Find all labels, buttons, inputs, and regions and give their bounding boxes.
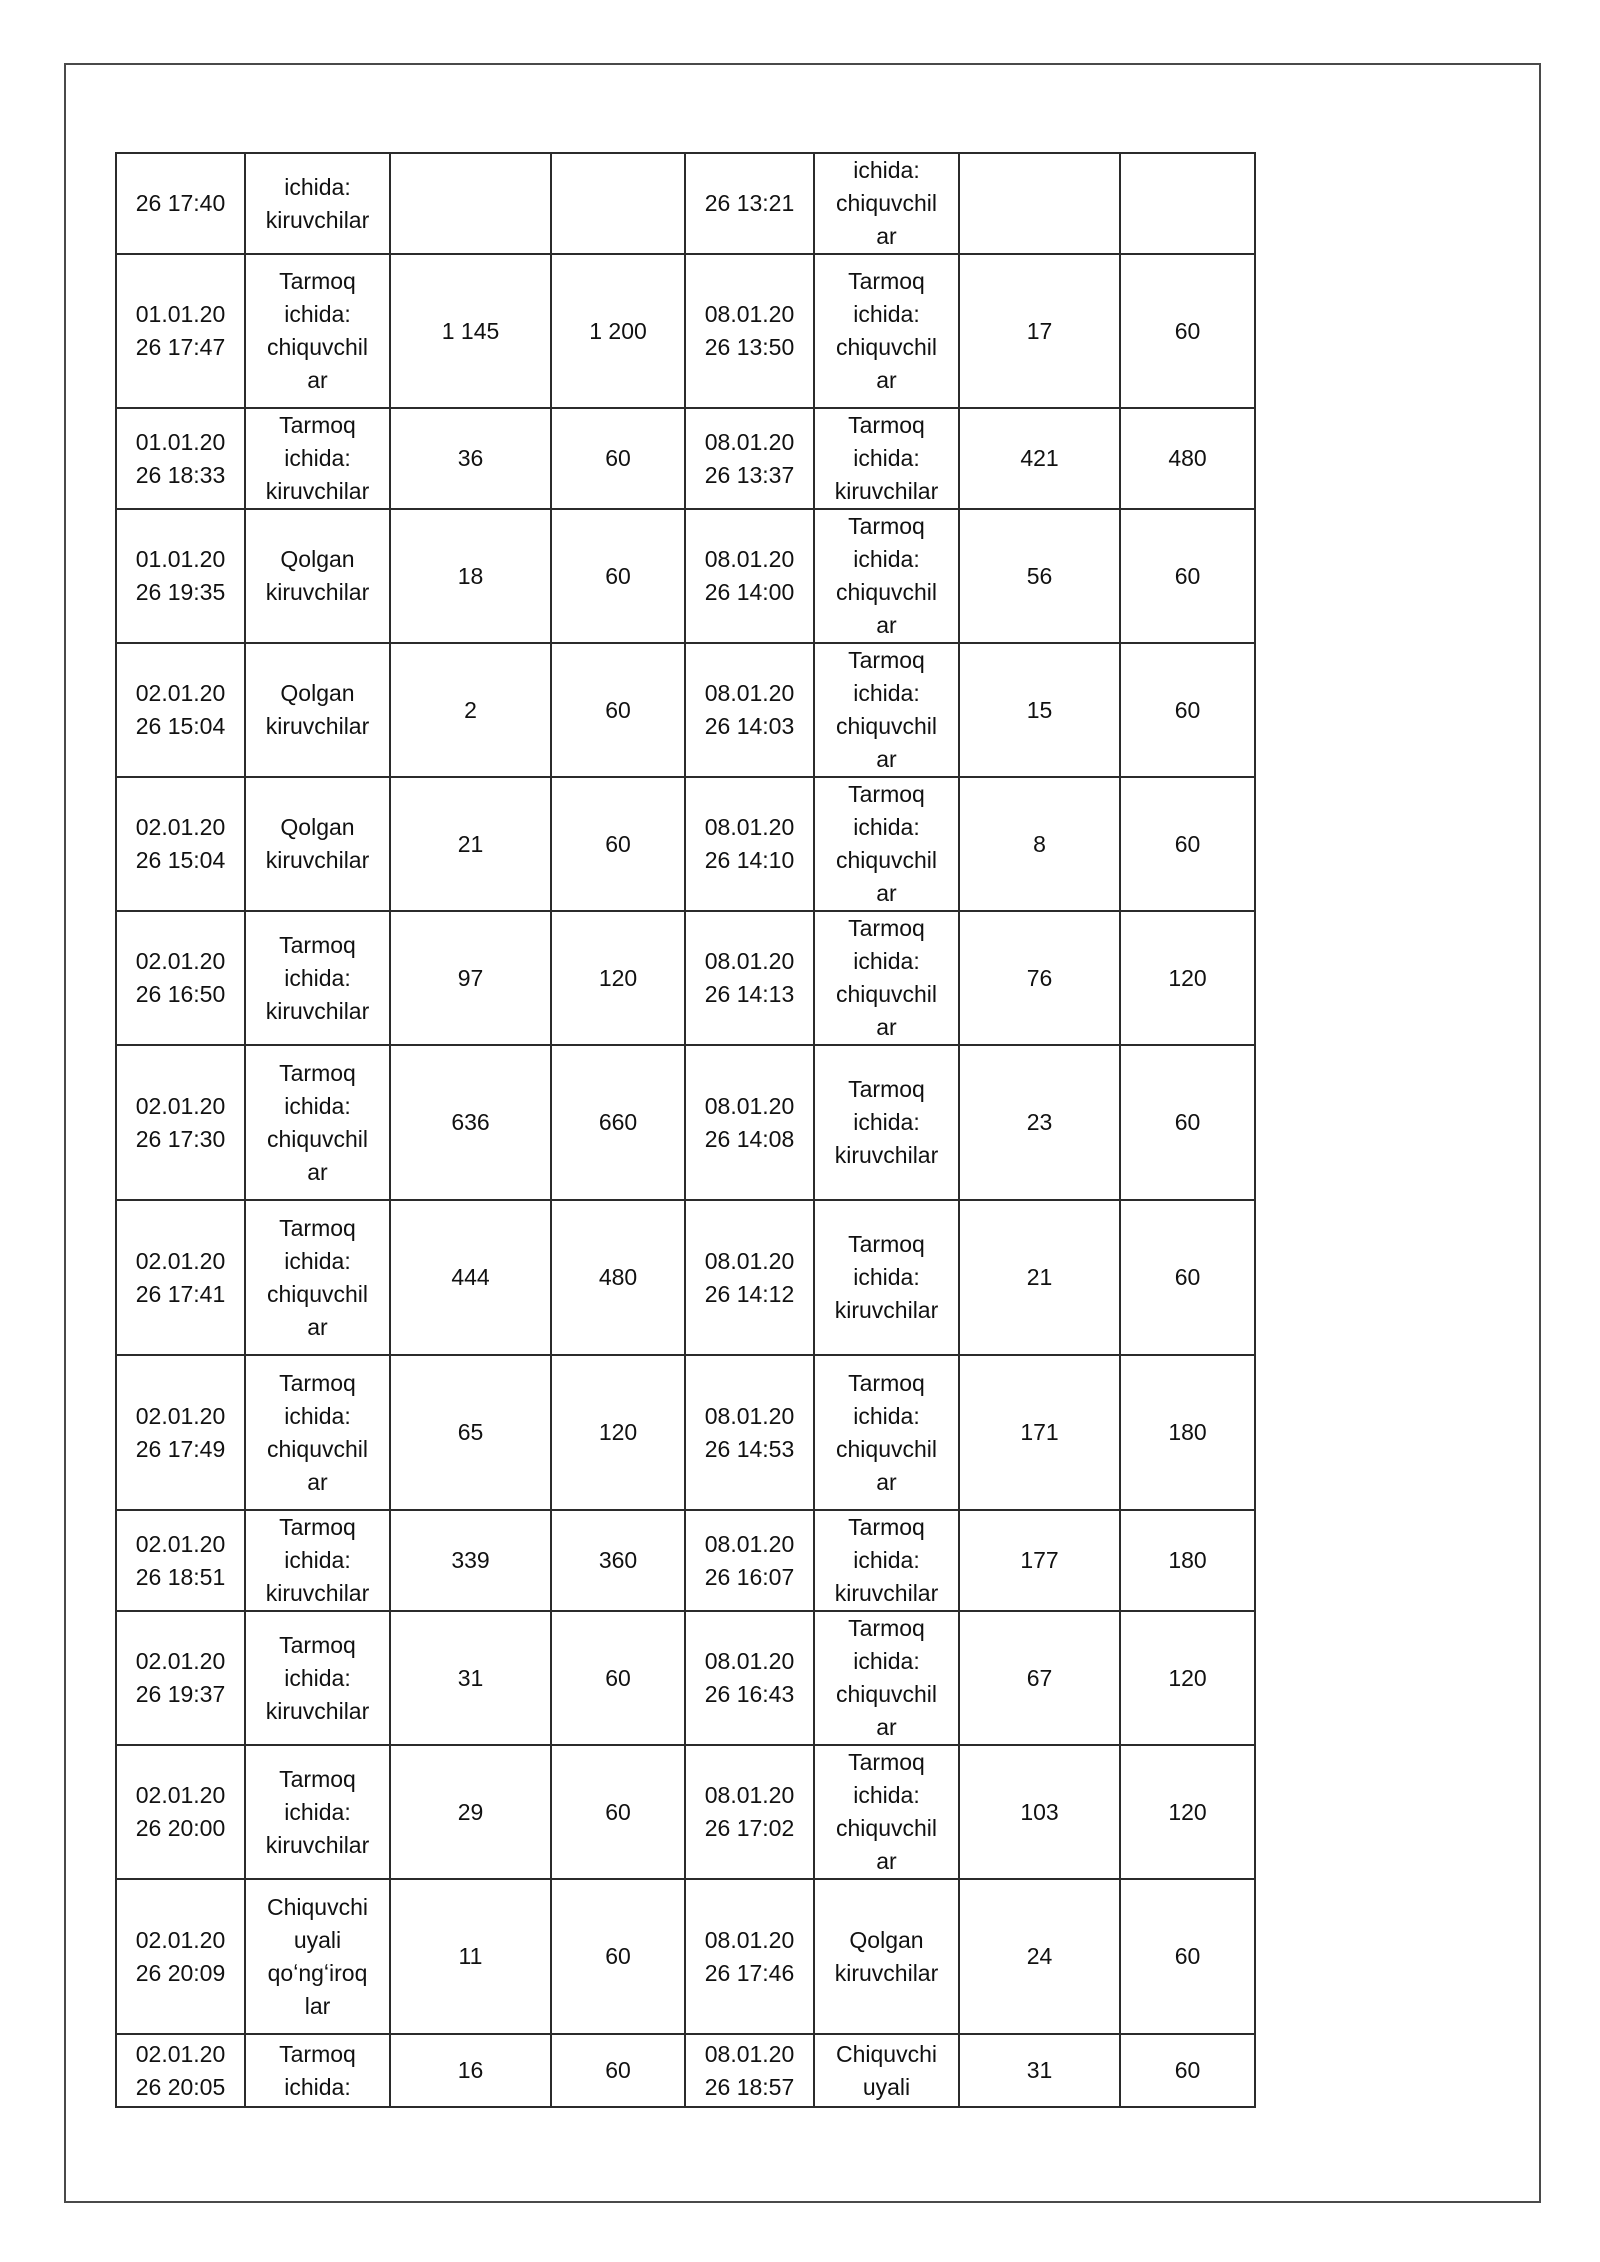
cell-text-line: kiruvchilar [265,478,370,504]
cell-text-line: 01.01.20 [135,546,226,572]
cell-text-line: kiruvchilar [265,847,370,873]
cell-text-line: Tarmoq [848,1076,925,1102]
table-row [116,408,1255,509]
limit-cell: 60 [551,1611,685,1745]
cell-text-line: ichida: [284,445,351,471]
limit-cell: 120 [551,911,685,1045]
cell-text-line: ichida: [853,680,920,706]
date-cell [685,1200,814,1355]
date-cell [685,1045,814,1200]
type-cell [245,1745,390,1879]
used-cell: 421 [959,408,1120,509]
cell-text-line: 26 20:00 [135,1815,226,1841]
cell-text-line: chiquvchil [836,579,937,605]
date-cell [116,911,245,1045]
cell-text-line: Tarmoq [279,1214,356,1241]
cell-text-line: 02.01.20 [135,2040,226,2067]
cell-text-line: 01.01.20 [135,301,226,327]
type-cell [245,1611,390,1745]
cell-text-line: 26 13:21 [704,190,795,216]
cell-text-line: 26 17:49 [135,1435,226,1462]
cell-text-line: 26 20:05 [135,2073,226,2100]
type-cell [245,1355,390,1510]
cell-text-line: ichida: [853,445,920,471]
cell-text-line: 26 18:51 [135,1563,226,1590]
cell-text-line: 08.01.20 [704,301,795,327]
used-cell: 17 [959,254,1120,408]
limit-cell: 120 [1120,911,1255,1045]
limit-cell: 60 [1120,643,1255,777]
type-cell [814,509,959,643]
cell-text-line: 26 14:08 [704,1125,795,1152]
used-cell: 636 [390,1045,551,1200]
type-cell [245,254,390,408]
type-cell [245,408,390,509]
limit-cell: 1 200 [551,254,685,408]
type-cell [814,1510,959,1611]
cell-text-line: 26 16:50 [135,981,226,1007]
date-cell [685,1611,814,1745]
cell-text-line: ar [876,1014,897,1040]
cell-text-line: ichida: [853,948,920,974]
date-cell [685,254,814,408]
limit-cell: 120 [551,1355,685,1510]
date-cell [685,1510,814,1611]
limit-cell: 60 [551,408,685,509]
cell-text-line: 26 14:00 [704,579,795,605]
limit-cell: 60 [551,1879,685,2034]
cell-text-line: 26 14:12 [704,1280,795,1307]
cell-text-line: ichida: [853,814,920,840]
cell-text-line: ar [307,1468,328,1495]
limit-cell: 60 [1120,1200,1255,1355]
table-row [116,1745,1255,1879]
cell-text-line: ar [876,746,897,772]
cell-text-line: ichida: [853,1402,920,1429]
cell-text-line: Tarmoq [279,1514,356,1540]
date-cell [685,1355,814,1510]
cell-text-line: chiquvchil [836,713,937,739]
cell-text-line: 26 15:04 [135,847,226,873]
cell-text-line: ar [876,223,897,249]
cell-text-line: chiquvchil [836,1815,937,1841]
limit-cell: 60 [1120,1045,1255,1200]
cell-text-line: 26 16:43 [704,1681,795,1707]
cell-text-line: 26 14:53 [704,1435,795,1462]
used-cell: 76 [959,911,1120,1045]
type-cell [814,1879,959,2034]
date-cell [685,643,814,777]
cell-text-line: 26 14:10 [704,847,795,873]
date-cell [685,2034,814,2107]
cell-text-line: 08.01.20 [704,1247,795,1274]
type-cell [245,1879,390,2034]
cell-text-line: Tarmoq [279,412,356,438]
cell-text-line: Tarmoq [848,1369,925,1396]
cell-text-line: 08.01.20 [704,680,795,706]
used-cell: 67 [959,1611,1120,1745]
date-cell [685,153,814,254]
cell-text-line: ichida: [853,157,920,183]
cell-text-line: kiruvchilar [265,1831,370,1858]
limit-cell: 660 [551,1045,685,1200]
cell-text-line: kiruvchilar [265,997,370,1024]
cell-text-line: uyali [862,2073,911,2100]
cell-text-line: Tarmoq [279,1059,356,1086]
cell-text-line: Tarmoq [279,1631,356,1658]
type-cell [245,911,390,1045]
cell-text-line: kiruvchilar [265,1697,370,1724]
cell-text-line: Chiquvchi [836,2040,937,2067]
limit-cell: 60 [1120,1879,1255,2034]
type-cell [245,1510,390,1611]
used-cell: 16 [390,2034,551,2107]
date-cell [116,1745,245,1879]
limit-cell: 60 [1120,777,1255,911]
type-cell [245,153,390,254]
limit-cell: 480 [1120,408,1255,509]
cell-text-line: ar [876,612,897,638]
cell-text-line: kiruvchilar [834,1959,939,1986]
cell-text-line: 02.01.20 [135,1648,226,1674]
table-row [116,1200,1255,1355]
cell-text-line: 02.01.20 [135,1092,226,1119]
cell-text-line: chiquvchil [836,190,937,216]
cell-text-line: Tarmoq [848,1231,925,1257]
used-cell: 18 [390,509,551,643]
cell-text-line: ichida: [284,1402,351,1429]
type-cell [814,1745,959,1879]
cell-text-line: 02.01.20 [135,1402,226,1429]
date-cell [116,509,245,643]
cell-text-line: 08.01.20 [704,428,795,455]
limit-cell: 60 [551,777,685,911]
date-cell [116,1879,245,2034]
cell-text-line: ar [876,880,897,906]
date-cell [116,1355,245,1510]
used-cell: 15 [959,643,1120,777]
table-row [116,509,1255,643]
cell-text-line: 08.01.20 [704,2040,795,2067]
used-cell: 24 [959,1879,1120,2034]
used-cell: 1 145 [390,254,551,408]
cell-text-line: Tarmoq [848,647,925,673]
cell-text-line: 08.01.20 [704,546,795,572]
type-cell [814,777,959,911]
table-row [116,1611,1255,1745]
type-cell [814,643,959,777]
cell-text-line: ichida: [284,173,351,200]
cell-text-line: Tarmoq [848,268,925,294]
cell-text-line: kiruvchilar [834,1142,939,1168]
cell-text-line: 02.01.20 [135,1247,226,1274]
limit-cell [1120,153,1255,254]
cell-text-line: Tarmoq [848,513,925,539]
cell-text-line: chiquvchil [836,1435,937,1462]
cell-text-line: 26 19:35 [135,579,226,605]
date-cell [116,1510,245,1611]
cell-text-line: ar [876,1848,897,1874]
cell-text-line: Tarmoq [848,1514,925,1540]
cell-text-line: ichida: [853,1264,920,1290]
cell-text-line: kiruvchilar [265,713,370,739]
used-cell: 56 [959,509,1120,643]
type-cell [245,643,390,777]
used-cell: 31 [390,1611,551,1745]
cell-text-line: 02.01.20 [135,1926,226,1953]
limit-cell: 180 [1120,1355,1255,1510]
used-cell: 21 [390,777,551,911]
cell-text-line: chiquvchil [267,1435,368,1462]
cell-text-line: Tarmoq [848,412,925,438]
call-log-table [115,152,1256,2108]
type-cell [814,153,959,254]
used-cell: 8 [959,777,1120,911]
cell-text-line: chiquvchil [836,334,937,360]
cell-text-line: 08.01.20 [704,1648,795,1674]
type-cell [814,911,959,1045]
used-cell [390,153,551,254]
cell-text-line: ichida: [284,2073,351,2100]
type-cell [814,1611,959,1745]
type-cell [245,777,390,911]
cell-text-line: chiquvchil [267,1280,368,1307]
table-row [116,1879,1255,2034]
limit-cell: 120 [1120,1745,1255,1879]
cell-text-line: chiquvchil [267,1125,368,1152]
date-cell [116,777,245,911]
cell-text-line: ichida: [853,1547,920,1573]
cell-text-line: 26 17:47 [135,334,226,360]
cell-text-line: 02.01.20 [135,1782,226,1808]
type-cell [245,1200,390,1355]
cell-text-line: ar [307,367,328,393]
date-cell [685,911,814,1045]
limit-cell: 60 [551,509,685,643]
cell-text-line: 08.01.20 [704,1782,795,1808]
type-cell [245,2034,390,2107]
table-row [116,1510,1255,1611]
type-cell [245,509,390,643]
cell-text-line: 26 17:41 [135,1280,226,1307]
cell-text-line: Tarmoq [848,915,925,941]
type-cell [814,408,959,509]
cell-text-line: chiquvchil [267,334,368,360]
table-row [116,153,1255,254]
used-cell: 11 [390,1879,551,2034]
used-cell: 36 [390,408,551,509]
type-cell [814,1200,959,1355]
cell-text-line: 02.01.20 [135,1530,226,1557]
used-cell: 171 [959,1355,1120,1510]
used-cell: 177 [959,1510,1120,1611]
cell-text-line: 08.01.20 [704,814,795,840]
cell-text-line: ichida: [853,1648,920,1674]
date-cell [685,408,814,509]
cell-text-line: 26 14:13 [704,981,795,1007]
table-row [116,1045,1255,1200]
date-cell [116,1611,245,1745]
date-cell [685,777,814,911]
table-row [116,911,1255,1045]
limit-cell: 120 [1120,1611,1255,1745]
used-cell: 29 [390,1745,551,1879]
cell-text-line: 26 15:04 [135,713,226,739]
cell-text-line: kiruvchilar [834,1580,939,1606]
used-cell: 21 [959,1200,1120,1355]
limit-cell: 60 [551,2034,685,2107]
cell-text-line: ar [876,367,897,393]
cell-text-line: 01.01.20 [135,428,226,455]
cell-text-line: ichida: [853,1109,920,1135]
limit-cell: 60 [551,1745,685,1879]
type-cell [814,1355,959,1510]
cell-text-line: Tarmoq [279,1369,356,1396]
cell-text-line: Tarmoq [848,781,925,807]
cell-text-line: kiruvchilar [265,206,370,233]
cell-text-line: 26 14:03 [704,713,795,739]
used-cell: 444 [390,1200,551,1355]
cell-text-line: Tarmoq [848,1749,925,1775]
cell-text-line: Tarmoq [279,268,356,294]
cell-text-line: 02.01.20 [135,814,226,840]
used-cell: 31 [959,2034,1120,2107]
type-cell [245,1045,390,1200]
cell-text-line: kiruvchilar [834,1297,939,1323]
cell-text-line: ar [876,1468,897,1495]
cell-text-line: 26 13:50 [704,334,795,360]
used-cell: 2 [390,643,551,777]
used-cell: 103 [959,1745,1120,1879]
limit-cell: 60 [1120,2034,1255,2107]
cell-text-line: Tarmoq [279,2040,356,2067]
table-row [116,777,1255,911]
type-cell [814,1045,959,1200]
cell-text-line: Chiquvchi [267,1893,368,1920]
cell-text-line: 26 16:07 [704,1563,795,1590]
cell-text-line: 26 17:02 [704,1815,795,1841]
cell-text-line: ichida: [853,546,920,572]
cell-text-line: 08.01.20 [704,1402,795,1429]
cell-text-line: Qolgan [280,680,355,706]
cell-text-line: 26 13:37 [704,461,795,488]
cell-text-line: Qolgan [280,814,355,840]
limit-cell [551,153,685,254]
type-cell [814,254,959,408]
cell-text-line: chiquvchil [836,1681,937,1707]
cell-text-line: 26 17:46 [704,1959,795,1986]
cell-text-line: lar [304,1992,331,2019]
limit-cell: 60 [551,643,685,777]
used-cell: 23 [959,1045,1120,1200]
table-row [116,643,1255,777]
cell-text-line: 08.01.20 [704,1926,795,1953]
table-row [116,1355,1255,1510]
cell-text-line: ichida: [284,1092,351,1119]
date-cell [116,254,245,408]
cell-text-line: 26 17:30 [135,1125,226,1152]
cell-text-line: ar [307,1158,328,1185]
table-row [116,254,1255,408]
cell-text-line: Tarmoq [279,931,356,958]
cell-text-line: ichida: [853,301,920,327]
used-cell: 339 [390,1510,551,1611]
cell-text-line: ichida: [284,301,351,327]
table-body [116,153,1255,2107]
cell-text-line: 08.01.20 [704,1530,795,1557]
cell-text-line: Tarmoq [848,1615,925,1641]
date-cell [685,1879,814,2034]
cell-text-line: ar [876,1714,897,1740]
cell-text-line: uyali [293,1926,342,1953]
cell-text-line: ichida: [284,1664,351,1691]
cell-text-line: Qolgan [280,546,355,572]
cell-text-line: ichida: [284,1798,351,1825]
date-cell [116,1200,245,1355]
cell-text-line: 02.01.20 [135,948,226,974]
date-cell [685,509,814,643]
cell-text-line: 02.01.20 [135,680,226,706]
cell-text-line: ichida: [284,964,351,991]
type-cell [814,2034,959,2107]
cell-text-line: Qolgan [849,1926,924,1953]
used-cell: 97 [390,911,551,1045]
used-cell [959,153,1120,254]
cell-text-line: 26 19:37 [135,1681,226,1707]
cell-text-line: 08.01.20 [704,1092,795,1119]
cell-text-line: 26 17:40 [135,190,226,216]
cell-text-line: kiruvchilar [265,1580,370,1606]
cell-text-line: ichida: [284,1247,351,1274]
cell-text-line: kiruvchilar [834,478,939,504]
limit-cell: 60 [1120,509,1255,643]
cell-text-line: chiquvchil [836,847,937,873]
date-cell [685,1745,814,1879]
cell-text-line: 08.01.20 [704,948,795,974]
cell-text-line: qoʻngʻiroq [267,1959,368,1986]
limit-cell: 480 [551,1200,685,1355]
cell-text-line: 26 18:33 [135,461,226,488]
cell-text-line: ichida: [853,1782,920,1808]
cell-text-line: chiquvchil [836,981,937,1007]
date-cell [116,153,245,254]
date-cell [116,643,245,777]
used-cell: 65 [390,1355,551,1510]
cell-text-line: ichida: [284,1547,351,1573]
date-cell [116,408,245,509]
date-cell [116,1045,245,1200]
cell-text-line: kiruvchilar [265,579,370,605]
limit-cell: 60 [1120,254,1255,408]
cell-text-line: Tarmoq [279,1765,356,1792]
date-cell [116,2034,245,2107]
limit-cell: 360 [551,1510,685,1611]
limit-cell: 180 [1120,1510,1255,1611]
cell-text-line: 26 20:09 [135,1959,226,1986]
cell-text-line: 26 18:57 [704,2073,795,2100]
cell-text-line: ar [307,1313,328,1340]
table-row [116,2034,1255,2107]
